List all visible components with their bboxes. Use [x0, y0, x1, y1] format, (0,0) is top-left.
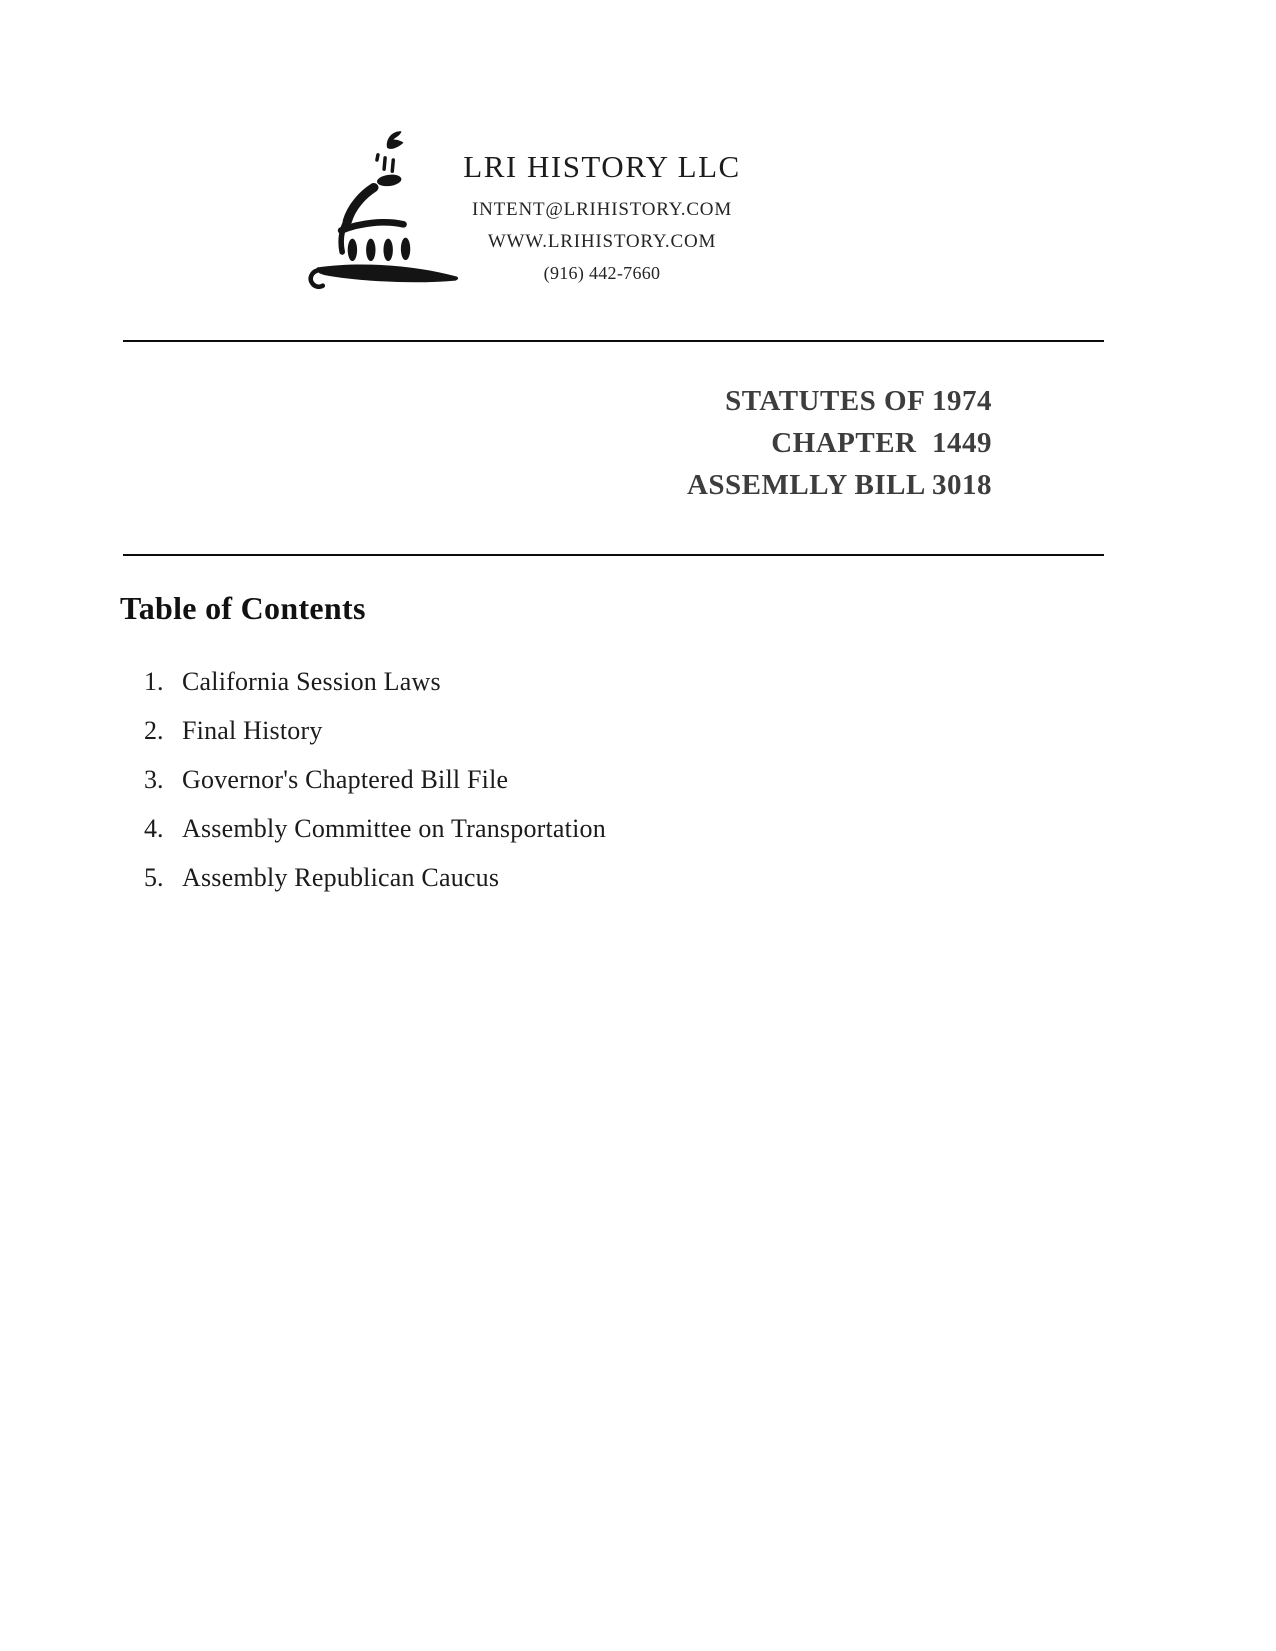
statutes-line: STATUTES OF 1974 [725, 385, 992, 417]
document-title [687, 380, 992, 506]
table-of-contents [120, 590, 1020, 912]
toc-item-number: 4. [144, 814, 164, 843]
toc-item-number: 1. [144, 667, 164, 696]
company-name: LRI HISTORY LLC [463, 149, 741, 184]
company-phone: (916) 442-7660 [543, 263, 661, 283]
toc-item [120, 765, 1020, 814]
logo-lantern [376, 173, 402, 187]
toc-item [120, 716, 1020, 765]
chapter-line: CHAPTER 1449 [771, 427, 992, 459]
horizontal-rule-top [123, 340, 1104, 342]
toc-item [120, 814, 1020, 863]
logo-ticks [377, 155, 393, 171]
company-website: WWW.LRIHISTORY.COM [487, 231, 717, 252]
toc-item-label: Governor's Chaptered Bill File [182, 765, 509, 794]
toc-item-label: Assembly Republican Caucus [182, 863, 500, 892]
toc-item [120, 667, 1020, 716]
company-email: INTENT@LRIHISTORY.COM [471, 199, 733, 220]
bill-line: ASSEMLLY BILL 3018 [686, 469, 992, 501]
logo-columns [348, 238, 411, 262]
toc-item-label: California Session Laws [182, 667, 441, 696]
toc-item-label: Assembly Committee on Transportation [182, 814, 606, 843]
toc-list [120, 667, 1020, 912]
toc-heading: Table of Contents [120, 590, 366, 626]
logo-flag [387, 131, 404, 149]
logo-dome-curve [347, 188, 374, 222]
toc-item-label: Final History [182, 716, 323, 745]
toc-item-number: 2. [144, 716, 164, 745]
toc-item-number: 5. [144, 863, 164, 892]
toc-item [120, 863, 1020, 912]
toc-item-number: 3. [144, 765, 164, 794]
letterhead [402, 150, 802, 284]
horizontal-rule-bottom [123, 554, 1104, 556]
